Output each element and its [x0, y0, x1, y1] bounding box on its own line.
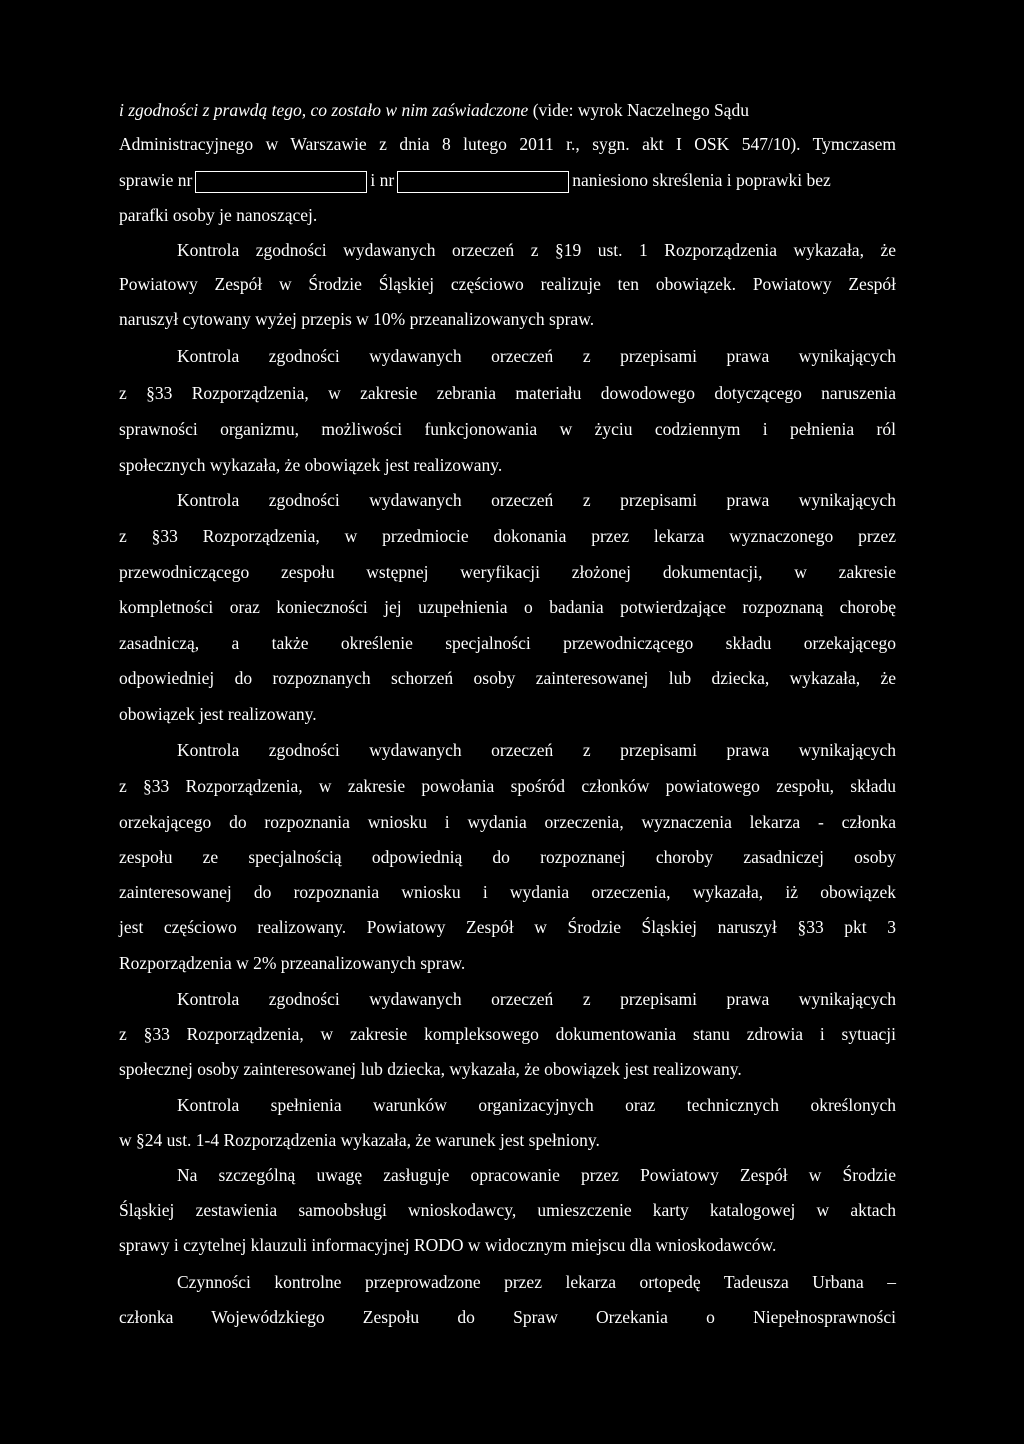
text-line: sprawy i czytelnej klauzuli informacyjnej RODO w widocznym miejscu dla wnioskodawców.: [119, 1235, 777, 1255]
text-line: zespołu ze specjalnością odpowiednią do rozpoznanej choroby zasadniczej osoby: [119, 847, 896, 867]
text-line: zasadniczą, a także określenie specjalności przewodniczącego składu orzekającego: [119, 633, 896, 653]
text-line: [119, 98, 896, 122]
paragraph-first-line: Kontrola zgodności wydawanych orzeczeń z przepisami prawa wynikających: [177, 740, 896, 760]
redaction-box: [195, 171, 367, 193]
text-line: przewodniczącego zespołu wstępnej weryfikacji złożonej dokumentacji, w zakresie: [119, 562, 896, 582]
paragraph-first-line: Kontrola zgodności wydawanych orzeczeń z §19 ust. 1 Rozporządzenia wykazała, że: [177, 240, 896, 260]
case-label-2: i nr: [370, 170, 395, 190]
text-line: z §33 Rozporządzenia, w zakresie kompleksowego dokumentowania stanu zdrowia i sytuacji: [119, 1024, 896, 1044]
text-line: z §33 Rozporządzenia, w zakresie powołania spośród członków powiatowego zespołu, składu: [119, 776, 896, 796]
text-line: z §33 Rozporządzenia, w przedmiocie dokonania przez lekarza wyznaczonego przez: [119, 526, 896, 546]
text-line: naruszył cytowany wyżej przepis w 10% przeanalizowanych spraw.: [119, 309, 595, 329]
paragraph-first-line: Kontrola zgodności wydawanych orzeczeń z przepisami prawa wynikających: [177, 346, 896, 366]
text-line: obowiązek jest realizowany.: [119, 704, 317, 724]
text-line: z §33 Rozporządzenia, w zakresie zebrania materiału dowodowego dotyczącego naruszenia: [119, 383, 896, 403]
paragraph-first-line: Kontrola zgodności wydawanych orzeczeń z przepisami prawa wynikających: [177, 989, 896, 1009]
text-line: kompletności oraz konieczności jej uzupełnienia o badania potwierdzające rozpoznaną chorobę: [119, 597, 896, 617]
text-line: zainteresowanej do rozpoznania wniosku i wydania orzeczenia, wykazała, iż obowiązek: [119, 882, 896, 902]
case-text: naniesiono skreślenia i poprawki bez: [572, 170, 831, 190]
paragraph-first-line: Kontrola spełnienia warunków organizacyjnych oraz technicznych określonych: [177, 1095, 896, 1115]
text-line: społecznej osoby zainteresowanej lub dziecka, wykazała, że obowiązek jest realizowany.: [119, 1059, 742, 1079]
text-line: parafki osoby je nanoszącej.: [119, 205, 318, 225]
paragraph-first-line: Kontrola zgodności wydawanych orzeczeń z przepisami prawa wynikających: [177, 490, 896, 510]
paragraph-first-line: Na szczególną uwagę zasługuje opracowanie przez Powiatowy Zespół w Środzie: [177, 1165, 896, 1185]
text-line: Administracyjnego w Warszawie z dnia 8 lutego 2011 r., sygn. akt I OSK 547/10). Tymczasem: [119, 134, 896, 154]
text-line: Powiatowy Zespół w Środzie Śląskiej częściowo realizuje ten obowiązek. Powiatowy Zespół: [119, 274, 896, 294]
text-line: sprawności organizmu, możliwości funkcjonowania w życiu codziennym i pełnienia ról: [119, 419, 896, 439]
redaction-box: [397, 171, 569, 193]
case-label-1: sprawie nr: [119, 170, 193, 190]
text-line-redacted: [119, 168, 896, 193]
text-line: orzekającego do rozpoznania wniosku i wydania orzeczenia, wyznaczenia lekarza - członka: [119, 812, 896, 832]
text-line: Rozporządzenia w 2% przeanalizowanych spraw.: [119, 953, 466, 973]
text-line: Śląskiej zestawienia samoobsługi wnioskodawcy, umieszczenie karty katalogowej w aktach: [119, 1200, 896, 1220]
text-line: społecznych wykazała, że obowiązek jest realizowany.: [119, 455, 503, 475]
italic-quote: i zgodności z prawdą tego, co zostało w nim zaświadczone: [119, 100, 529, 120]
citation: (vide: wyrok Naczelnego Sądu: [528, 100, 749, 120]
text-line: jest częściowo realizowany. Powiatowy Zespół w Środzie Śląskiej naruszył §33 pkt 3: [119, 917, 896, 937]
text-line: w §24 ust. 1-4 Rozporządzenia wykazała, że warunek jest spełniony.: [119, 1130, 600, 1150]
text-line: odpowiedniej do rozpoznanych schorzeń osoby zainteresowanej lub dziecka, wykazała, że: [119, 668, 896, 688]
paragraph-first-line: Czynności kontrolne przeprowadzone przez lekarza ortopedę Tadeusza Urbana –: [177, 1272, 896, 1292]
text-line: członka Wojewódzkiego Zespołu do Spraw Orzekania o Niepełnosprawności: [119, 1307, 896, 1327]
